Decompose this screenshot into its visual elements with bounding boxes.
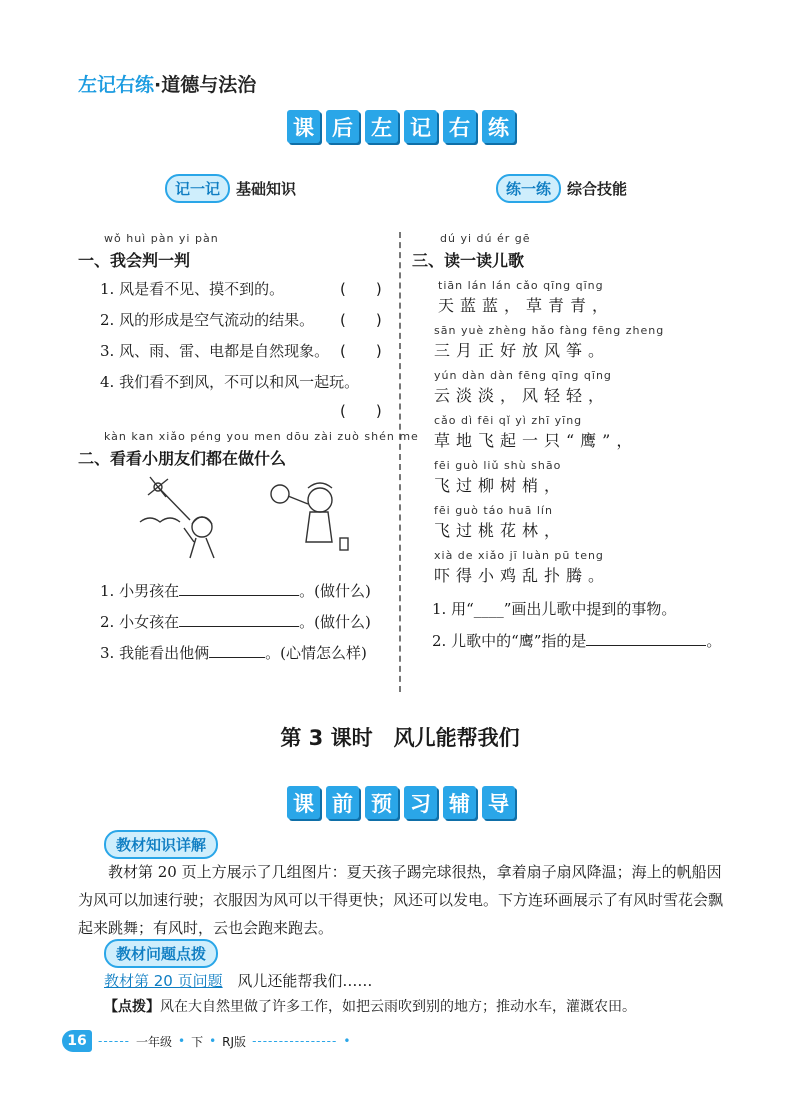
footer-dash: ----------------: [252, 1034, 338, 1048]
q2-item-text: 2. 小女孩在: [100, 613, 180, 631]
q2-item: [100, 580, 371, 601]
q3-item-tail: 。: [706, 632, 722, 650]
answer-blank[interactable]: [179, 612, 299, 627]
banner-char: 辅: [443, 786, 476, 819]
knowledge-paragraph: 教材第 20 页上方展示了几组图片：夏天孩子踢完球很热，拿着扇子扇风降温；海上的帆船因为风可以加速行驶；衣服因为风可以干得更快；风还可以发电。下方连环画展示了有风时雪花会飘起来跳舞；有风时，云也会跑来跑去。: [78, 863, 724, 937]
bullet-icon: •: [209, 1034, 217, 1048]
banner-char: 左: [365, 110, 398, 143]
q3-pinyin: dú yi dú ér gē: [440, 232, 531, 245]
poem-line: 飞过柳树梢，: [434, 476, 567, 495]
poem-line: 云淡淡，风轻轻，: [434, 386, 611, 405]
answer-blank[interactable]: [586, 631, 706, 646]
poem-pinyin: sān yuè zhèng hǎo fàng fēng zheng: [434, 324, 665, 337]
bullet-icon: •: [343, 1034, 351, 1048]
answer-paren[interactable]: ( ): [340, 402, 382, 420]
q2-item: [100, 642, 367, 663]
q1-item: 2. 风的形成是空气流动的结果。: [100, 311, 315, 329]
q1-item: 4. 我们看不到风，不可以和风一起玩。: [100, 373, 360, 391]
q1-pinyin: wǒ huì pàn yi pàn: [104, 232, 219, 245]
section-label: 综合技能: [567, 180, 628, 198]
page-footer: [62, 1030, 350, 1052]
q1-item: 3. 风、雨、雷、电都是自然现象。: [100, 342, 330, 360]
question-row: [104, 970, 372, 991]
poem-pinyin: fēi guò liǔ shù shāo: [434, 459, 562, 472]
banner-char: 前: [326, 786, 359, 819]
q1-item: 1. 风是看不见、摸不到的。: [100, 280, 285, 298]
poem-line: 飞过桃花林，: [434, 521, 567, 540]
banner-after-class: [287, 110, 515, 143]
q2-item-tail: 。(做什么): [299, 613, 371, 631]
section-pill: 教材问题点拨: [104, 939, 218, 968]
tip-row: [104, 996, 636, 1016]
knowledge-header: [104, 830, 218, 859]
poem-line: 吓得小鸡乱扑腾。: [434, 566, 611, 585]
banner-char: 预: [365, 786, 398, 819]
section-pill: 教材知识详解: [104, 830, 218, 859]
q1-title: 一、我会判一判: [78, 251, 191, 270]
section-skills: [496, 174, 627, 203]
questions-header: [104, 939, 218, 968]
poem-pinyin: fēi guò táo huā lín: [434, 504, 553, 517]
answer-paren[interactable]: ( ): [340, 342, 382, 360]
poem-line: 三月正好放风筝。: [434, 341, 611, 360]
q2-item-text: 3. 我能看出他俩: [100, 644, 210, 662]
footer-dash: ------: [98, 1034, 130, 1048]
term-label: 下: [191, 1034, 204, 1049]
section-basic-knowledge: [165, 174, 296, 203]
column-divider: [399, 232, 401, 692]
answer-paren[interactable]: ( ): [340, 280, 382, 298]
tip-label: 【点拨】: [104, 999, 160, 1015]
banner-char: 记: [404, 110, 437, 143]
poem-pinyin: cǎo dì fēi qǐ yì zhī yīng: [434, 414, 583, 427]
grade-label: 一年级: [135, 1034, 172, 1049]
answer-blank[interactable]: [179, 581, 299, 596]
poem-line: 草地飞起一只“鹰”，: [434, 431, 639, 450]
q3-item: [432, 630, 721, 651]
textbook-reference: 教材第 20 页问题: [104, 972, 223, 990]
separator-dot: ·: [154, 74, 162, 96]
banner-char: 练: [482, 110, 515, 143]
poem-pinyin: yún dàn dàn fēng qīng qīng: [434, 369, 612, 382]
q2-title: 二、看看小朋友们都在做什么: [78, 449, 287, 468]
answer-blank[interactable]: [209, 643, 265, 658]
q3-item: 1. 用“____”画出儿歌中提到的事物。: [432, 600, 677, 618]
section-label: 基础知识: [236, 180, 297, 198]
banner-char: 习: [404, 786, 437, 819]
q3-title: 三、读一读儿歌: [412, 251, 525, 270]
kids-illustration: [130, 472, 370, 562]
q2-item-tail: 。(做什么): [299, 582, 371, 600]
subject-name: 道德与法治: [161, 74, 257, 96]
question-text: 风儿还能帮我们……: [237, 972, 373, 990]
banner-char: 导: [482, 786, 515, 819]
edition-label: RJ版: [222, 1034, 247, 1049]
bullet-icon: •: [178, 1034, 186, 1048]
banner-char: 后: [326, 110, 359, 143]
poem-pinyin: tiān lán lán cǎo qīng qīng: [438, 279, 604, 292]
banner-char: 课: [287, 110, 320, 143]
series-name: 左记右练: [78, 74, 155, 96]
banner-char: 课: [287, 786, 320, 819]
q3-item-text: 2. 儿歌中的“鹰”指的是: [432, 632, 587, 650]
q2-pinyin: kàn kan xiǎo péng you men dōu zài zuò shén me: [104, 430, 419, 443]
tip-text: 风在大自然里做了许多工作，如把云雨吹到别的地方；推动水车，灌溉农田。: [160, 999, 636, 1015]
poem-pinyin: xià de xiǎo jī luàn pū teng: [434, 549, 604, 562]
banner-preview: [287, 786, 515, 819]
poem-line: 天蓝蓝，草青青，: [438, 296, 615, 315]
lesson-title: 第 3 课时 风儿能帮我们: [280, 726, 520, 750]
q2-item: [100, 611, 371, 632]
page-number: 16: [62, 1030, 92, 1052]
banner-char: 右: [443, 110, 476, 143]
q2-item-tail: 。(心情怎么样): [265, 644, 367, 662]
series-title: [78, 70, 256, 97]
q2-item-text: 1. 小男孩在: [100, 582, 180, 600]
section-pill: 记一记: [165, 174, 230, 203]
section-pill: 练一练: [496, 174, 561, 203]
answer-paren[interactable]: ( ): [340, 311, 382, 329]
